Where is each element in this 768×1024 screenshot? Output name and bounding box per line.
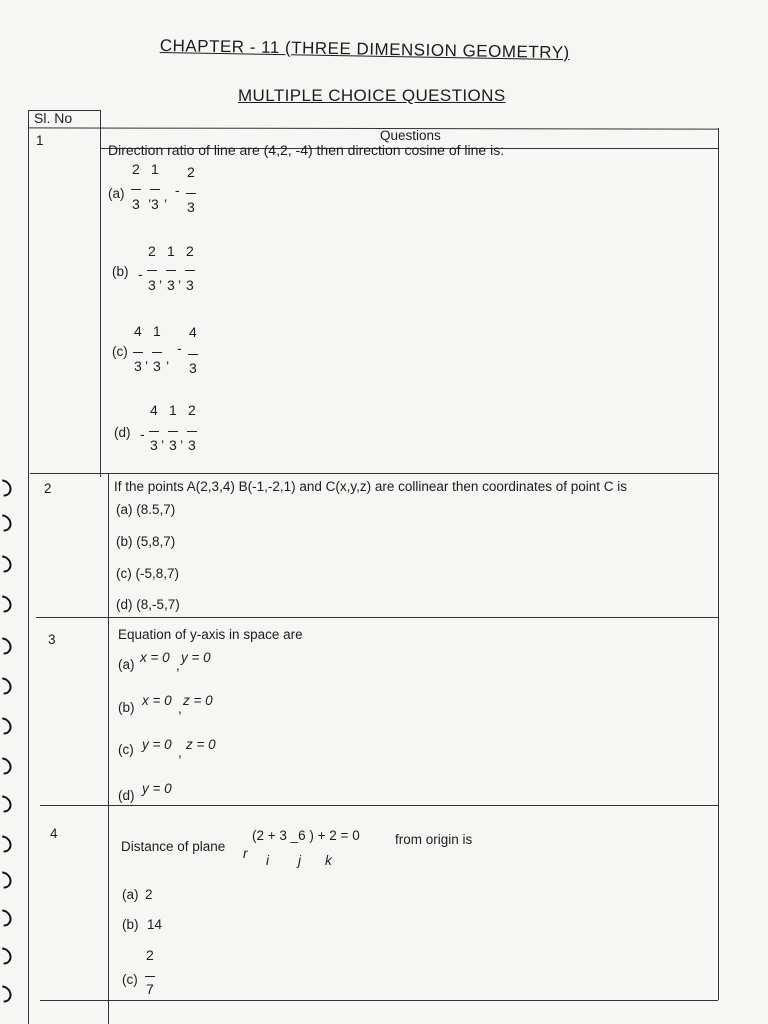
option-a: (a) (8.5,7) — [116, 502, 176, 517]
column-header-slno: Sl. No — [34, 110, 73, 126]
option-c: (c) (-5,8,7) — [116, 566, 180, 581]
option-b: (b) (5,8,7) — [116, 534, 176, 549]
chapter-title: CHAPTER - 11 (THREE DIMENSION GEOMETRY) — [159, 36, 570, 63]
column-header-questions: Questions — [380, 128, 441, 143]
question-number: 1 — [36, 133, 44, 148]
option-d: (d) (8,-5,7) — [116, 597, 180, 612]
question-text: Equation of y-axis in space are — [118, 627, 303, 642]
question-text: Direction ratio of line are (4,2, -4) then direction cosine of line is: — [108, 142, 505, 158]
worksheet-page: CHAPTER - 11 (THREE DIMENSION GEOMETRY) MULTIPLE CHOICE QUESTIONS Sl. No Questions 1 Direction ratio of line are (4,2, -4) then direction cosine of line is: (a) 2 3 1 ’ 3 ’ - 2 3 (b) - 2 3 ’ 1 3 ’ 2 3 (c) 4 3 ’ 1 3 ’ - 4 3 (d) - 4 3 ’ 1 3 ’ 2 3 2 If the points A(2,3,4) B(-1,-2,1) and C(x,y,z) are collinear then coordinates of point C is (a) (8.5,7) (b) (5,8,7) (c) (-5,8,7) (d) (8,-5,7) 3 Equation of y-axis in space are (a) x = 0 , y = 0 (b) x = 0 , z = 0 (c) y = 0 , z = 0 (d) y = 0 4 Distance of plane r (2 + 3 _6 ) + 2 = 0 i j k from origin is (a) 2 (b) 14 (c) 2 7 — [0, 0, 768, 1024]
question-number: 4 — [50, 826, 58, 841]
question-number: 3 — [48, 632, 56, 647]
question-number: 2 — [44, 481, 52, 496]
question-text: If the points A(2,3,4) B(-1,-2,1) and C(x,y,z) are collinear then coordinates of point C is — [114, 479, 627, 494]
section-title: MULTIPLE CHOICE QUESTIONS — [238, 86, 506, 105]
